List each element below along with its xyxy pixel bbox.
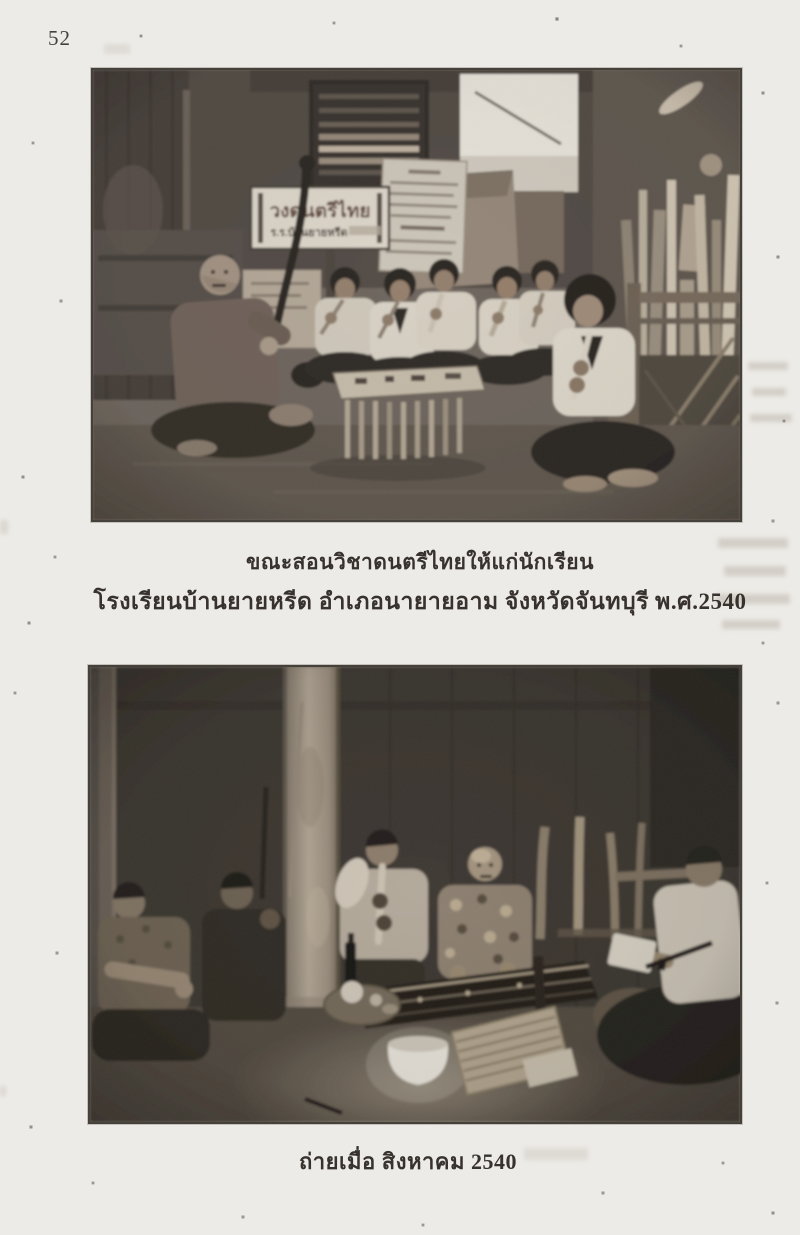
grain-overlay: [90, 667, 740, 1122]
bleed-through-mark: [0, 1086, 6, 1096]
photo-top-caption: [20, 546, 800, 620]
caption-line: ถ่ายเมื่อ สิงหาคม 2540: [298, 1149, 518, 1174]
caption-line: โรงเรียนบ้านยายหรีด อำเภอนายายอาม จังหวัดจันทบุรี พ.ศ.2540: [93, 589, 747, 614]
scan-noise: [0, 0, 2, 2]
grain-overlay: [93, 70, 740, 520]
photo-music-class: [91, 68, 742, 522]
photo-night-session: [88, 665, 742, 1124]
page-number: 52: [48, 26, 71, 50]
photo-bottom-caption: [8, 1144, 800, 1179]
bleed-through-mark: [750, 414, 792, 422]
bleed-through-mark: [104, 44, 130, 54]
bleed-through-mark: [722, 620, 780, 629]
bleed-through-mark: [0, 520, 8, 534]
bleed-through-mark: [752, 388, 786, 396]
bleed-through-mark: [748, 362, 788, 370]
caption-line: ขณะสอนวิชาดนตรีไทยให้แก่นักเรียน: [246, 550, 594, 574]
night-session-photo-svg: [90, 667, 740, 1122]
music-class-photo-svg: [93, 70, 740, 520]
